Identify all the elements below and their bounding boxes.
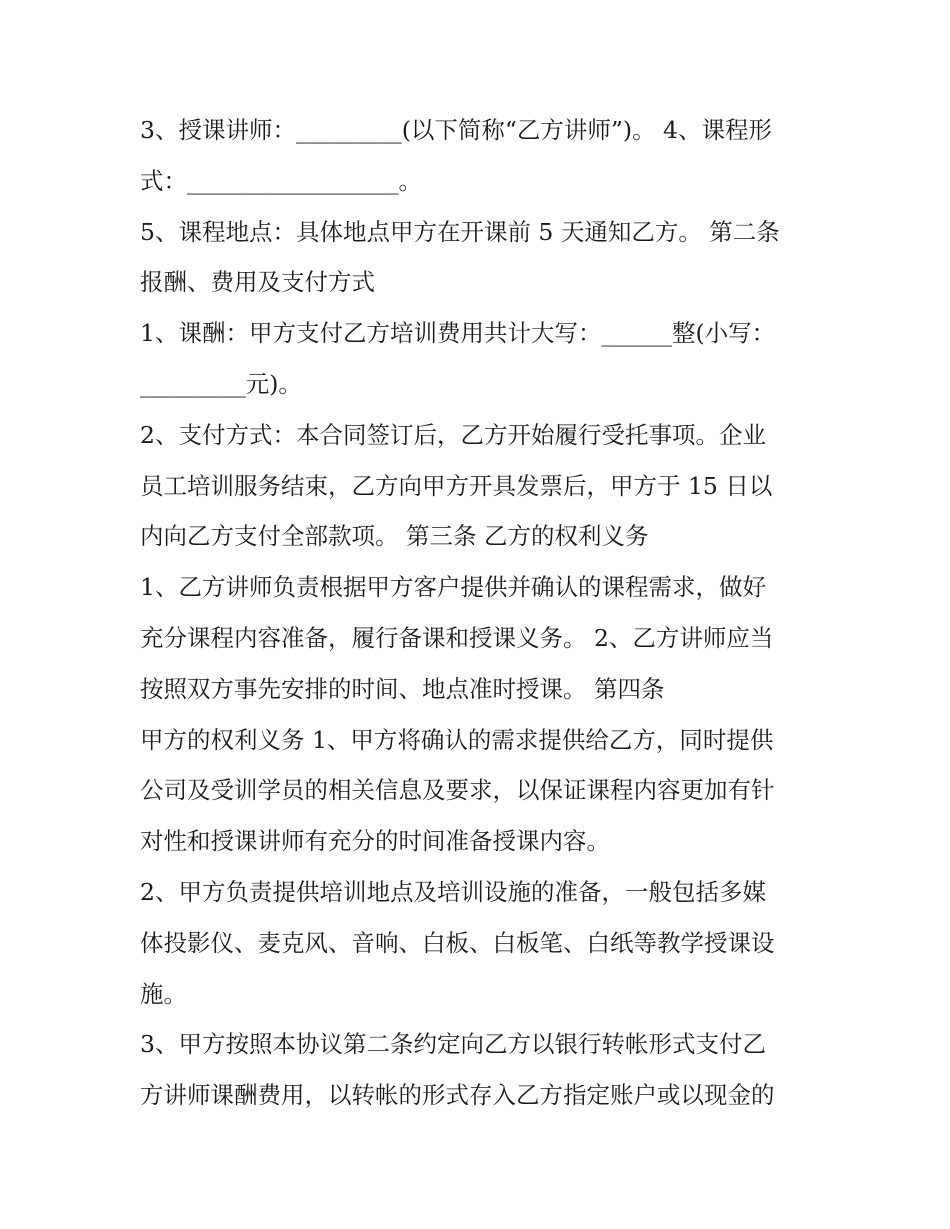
text-line: 5、课程地点：具体地点甲方在开课前 5 天通知乙方。 第二条 [140,217,780,246]
text-line: 2、支付方式：本合同签订后，乙方开始履行受托事项。企业 [140,420,766,449]
text-line: 式：__________________。 [140,166,422,195]
text-line: 报酬、费用及支付方式 [140,268,375,297]
text-line: 公司及受训学员的相关信息及要求，以保证课程内容更加有针 [140,776,775,805]
text-line: 内向乙方支付全部款项。 第三条 乙方的权利义务 [140,522,649,551]
text-line: 方讲师课酬费用，以转帐的形式存入乙方指定账户或以现金的 [140,1081,775,1110]
text-line: 1、乙方讲师负责根据甲方客户提供并确认的课程需求，做好 [140,573,766,602]
text-line: 员工培训服务结束，乙方向甲方开具发票后，甲方于 15 日以 [140,471,773,500]
text-line: 1、课酬：甲方支付乙方培训费用共计大写：______整(小写： [140,319,776,348]
text-line: 按照双方事先安排的时间、地点准时授课。 第四条 [140,674,665,703]
text-line: 充分课程内容准备，履行备课和授课义务。 2、乙方讲师应当 [140,623,774,652]
contract-body [140,108,820,1124]
text-line: 甲方的权利义务 1、甲方将确认的需求提供给乙方，同时提供 [140,725,774,754]
text-line: 对性和授课讲师有充分的时间准备授课内容。 [140,827,610,856]
text-line: 3、甲方按照本协议第二条约定向乙方以银行转帐形式支付乙 [140,1030,766,1059]
text-line: 施。 [140,979,187,1008]
text-line: _________元)。 [140,369,302,398]
text-line: 3、授课讲师：_________(以下简称“乙方讲师”)。 4、课程形 [140,116,772,144]
text-line: 2、甲方负责提供培训地点及培训设施的准备，一般包括多媒 [140,877,766,906]
text-line: 体投影仪、麦克风、音响、白板、白板笔、白纸等教学授课设 [140,928,775,957]
